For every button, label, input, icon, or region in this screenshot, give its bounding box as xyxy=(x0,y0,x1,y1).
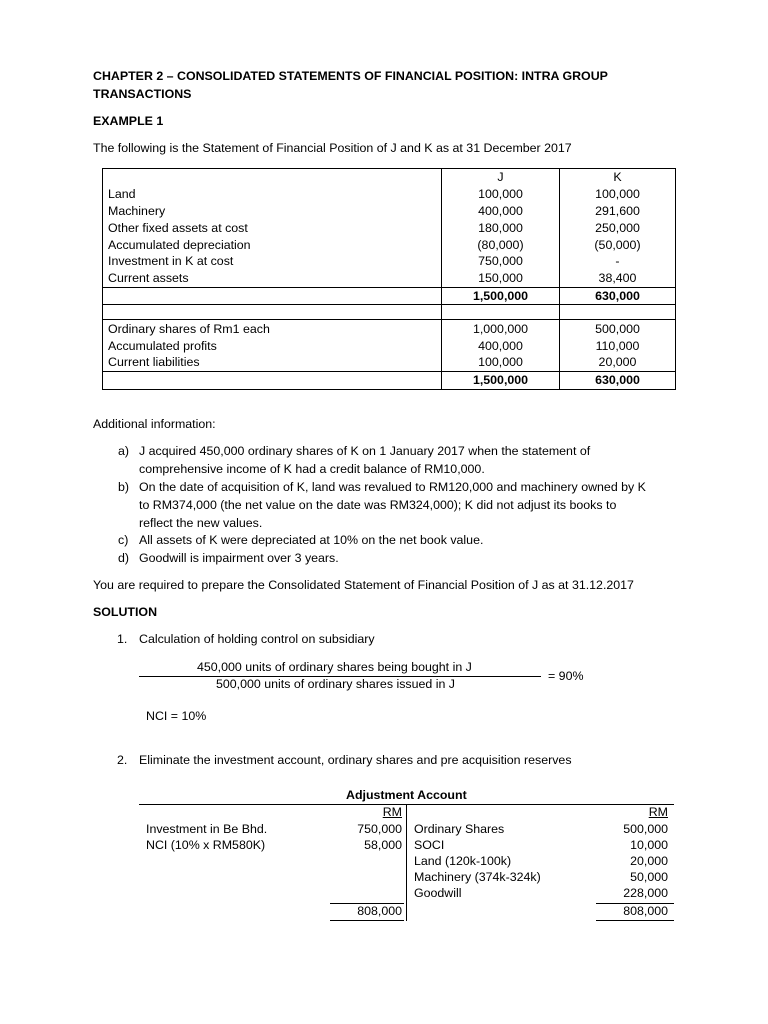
fraction-numerator: 450,000 units of ordinary shares being bought in J xyxy=(197,660,472,674)
info-a-line-2: comprehensive income of K had a credit balance of RM10,000. xyxy=(139,462,485,476)
cell-j: 750,000 xyxy=(442,253,560,270)
cell-j: 100,000 xyxy=(442,186,560,203)
table-spacer-row xyxy=(103,305,676,320)
table-header-row xyxy=(103,169,676,186)
cell-k: (50,000) xyxy=(560,236,676,253)
list-marker-a: a) xyxy=(118,444,130,458)
credit-entry-amount: 10,000 xyxy=(630,838,668,852)
table-row xyxy=(103,354,676,371)
solution-heading: SOLUTION xyxy=(93,605,158,619)
example-heading: EXAMPLE 1 xyxy=(93,114,164,128)
credit-entry-amount: 500,000 xyxy=(623,822,668,836)
cell-j: (80,000) xyxy=(442,236,560,253)
chapter-title-line-1: CHAPTER 2 – CONSOLIDATED STATEMENTS OF FINANCIAL POSITION: INTRA GROUP xyxy=(93,69,608,83)
row-label: Current liabilities xyxy=(103,354,442,371)
credit-total: 808,000 xyxy=(623,904,668,918)
credit-entry-amount: 50,000 xyxy=(630,870,668,884)
assets-total-row xyxy=(103,287,676,305)
step-2-number: 2. xyxy=(117,753,128,767)
row-label: Current assets xyxy=(103,270,442,287)
credit-entry-label: Land (120k-100k) xyxy=(414,854,512,868)
requirement-text: You are required to prepare the Consolidated Statement of Financial Position of J as at 31.12.2017 xyxy=(93,578,634,592)
financial-position-table xyxy=(102,168,676,390)
debit-total: 808,000 xyxy=(357,904,402,918)
info-b-line-2: to RM374,000 (the net value on the date was RM324,000); K did not adjust its books to xyxy=(139,498,617,512)
debit-entry-amount: 58,000 xyxy=(364,838,402,852)
credit-entry-label: Machinery (374k-324k) xyxy=(414,870,541,884)
step-2-text: Eliminate the investment account, ordinary shares and pre acquisition reserves xyxy=(139,753,572,767)
table-row xyxy=(103,270,676,287)
equity-total-j: 1,500,000 xyxy=(442,371,560,389)
debit-entry-amount: 750,000 xyxy=(357,822,402,836)
credit-currency-header: RM xyxy=(648,805,668,819)
credit-entry-label: Ordinary Shares xyxy=(414,822,505,836)
nci-percentage: NCI = 10% xyxy=(146,709,207,723)
assets-total-j: 1,500,000 xyxy=(442,287,560,305)
credit-entry-amount: 20,000 xyxy=(630,854,668,868)
table-row xyxy=(103,236,676,253)
t-account-center-rule xyxy=(406,804,407,921)
cell-j: 100,000 xyxy=(442,354,560,371)
chapter-title-line-2: TRANSACTIONS xyxy=(93,87,192,101)
fraction-result: = 90% xyxy=(548,669,584,683)
column-header-k: K xyxy=(560,169,676,186)
equity-total-row xyxy=(103,371,676,389)
table-row xyxy=(103,219,676,236)
list-marker-d: d) xyxy=(118,551,130,565)
table-row xyxy=(103,203,676,220)
cell-k: 291,600 xyxy=(560,203,676,220)
step-1-number: 1. xyxy=(117,632,128,646)
credit-total-bottom-rule xyxy=(596,920,674,921)
row-label: Land xyxy=(103,186,442,203)
fraction-denominator: 500,000 units of ordinary shares issued in J xyxy=(216,677,456,691)
cell-j: 400,000 xyxy=(442,337,560,354)
equity-total-k: 630,000 xyxy=(560,371,676,389)
table-row xyxy=(103,320,676,337)
table-row xyxy=(103,337,676,354)
info-b-line-3: reflect the new values. xyxy=(139,516,263,530)
credit-entry-amount: 228,000 xyxy=(623,886,668,900)
info-b-line-1: On the date of acquisition of K, land was revalued to RM120,000 and machinery owned by K xyxy=(139,480,646,494)
debit-currency-header: RM xyxy=(382,805,402,819)
step-1-text: Calculation of holding control on subsidiary xyxy=(139,632,375,646)
info-d-line-1: Goodwill is impairment over 3 years. xyxy=(139,551,339,565)
cell-k: 500,000 xyxy=(560,320,676,337)
table-row xyxy=(103,186,676,203)
additional-info-title: Additional information: xyxy=(93,417,216,431)
debit-total-bottom-rule xyxy=(330,920,404,921)
debit-entry-label: NCI (10% x RM580K) xyxy=(146,838,266,852)
row-label: Machinery xyxy=(103,203,442,220)
list-marker-b: b) xyxy=(118,480,130,494)
debit-entry-label: Investment in Be Bhd. xyxy=(146,822,268,836)
cell-k: 38,400 xyxy=(560,270,676,287)
cell-k: 110,000 xyxy=(560,337,676,354)
cell-k: 100,000 xyxy=(560,186,676,203)
row-label: Accumulated profits xyxy=(103,337,442,354)
intro-text: The following is the Statement of Financial Position of J and K as at 31 December 2017 xyxy=(93,141,572,155)
info-c-line-1: All assets of K were depreciated at 10% on the net book value. xyxy=(139,533,484,547)
row-label: Ordinary shares of Rm1 each xyxy=(103,320,442,337)
cell-k: - xyxy=(560,253,676,270)
cell-j: 150,000 xyxy=(442,270,560,287)
cell-k: 250,000 xyxy=(560,219,676,236)
adjustment-account-title: Adjustment Account xyxy=(346,788,467,802)
cell-j: 400,000 xyxy=(442,203,560,220)
cell-j: 180,000 xyxy=(442,219,560,236)
cell-k: 20,000 xyxy=(560,354,676,371)
row-label: Other fixed assets at cost xyxy=(103,219,442,236)
column-header-j: J xyxy=(442,169,560,186)
cell-j: 1,000,000 xyxy=(442,320,560,337)
list-marker-c: c) xyxy=(118,533,129,547)
table-row xyxy=(103,253,676,270)
credit-entry-label: SOCI xyxy=(414,838,445,852)
row-label: Accumulated depreciation xyxy=(103,236,442,253)
info-a-line-1: J acquired 450,000 ordinary shares of K on 1 January 2017 when the statement of xyxy=(139,444,591,458)
credit-entry-label: Goodwill xyxy=(414,886,462,900)
row-label: Investment in K at cost xyxy=(103,253,442,270)
assets-total-k: 630,000 xyxy=(560,287,676,305)
